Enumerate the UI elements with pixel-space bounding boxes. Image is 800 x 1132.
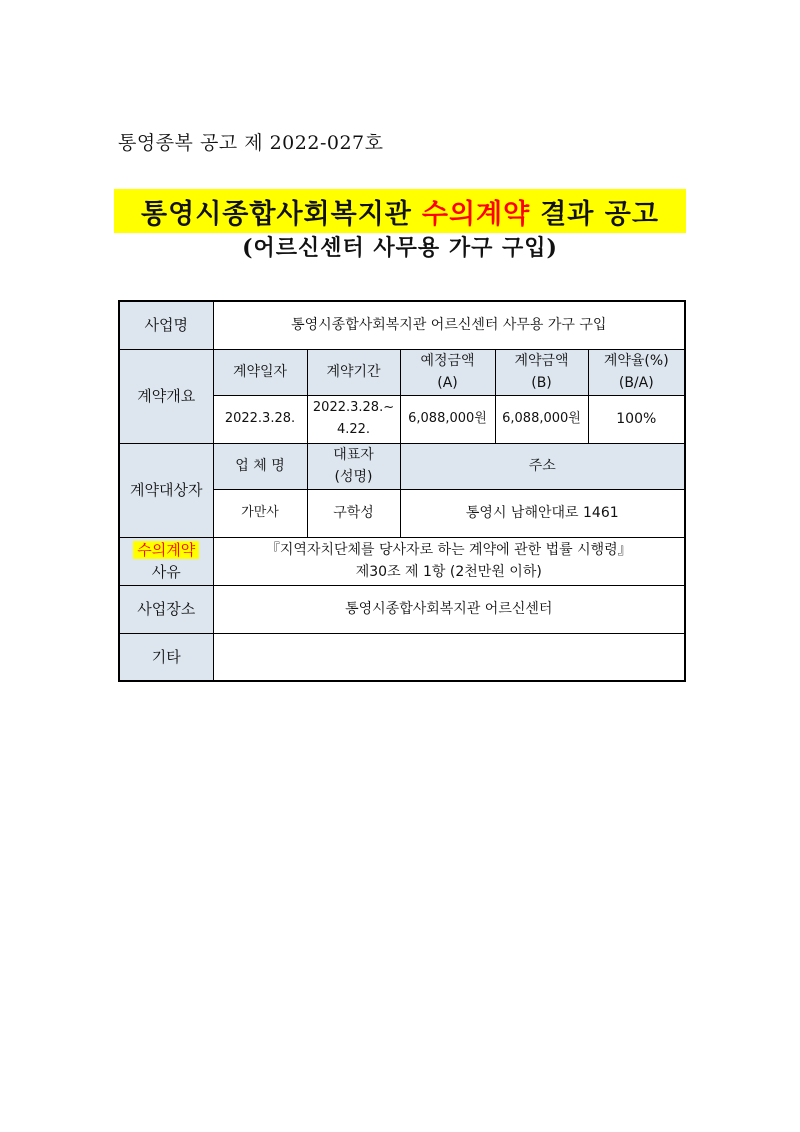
contract-rate-value: 100% [588,395,685,443]
row-overview-headers [119,349,685,395]
project-name-value: 통영시종합사회복지관 어르신센터 사무용 가구 구입 [213,301,685,349]
row-site [119,585,685,633]
document-subtitle: (어르신센터 사무용 가구 구입) [242,235,558,261]
etc-value [213,633,685,681]
row-etc [119,633,685,681]
title-part-1: 통영시종합사회복지관 [141,198,412,230]
contract-period-line1: 2022.3.28.~ [312,400,395,415]
contract-date-header: 계약일자 [213,349,307,395]
contract-date-value: 2022.3.28. [213,395,307,443]
etc-label: 기타 [119,633,213,681]
contract-amount-header [495,349,588,395]
representative-header [307,443,400,489]
reason-line-2: 제30조 제 1항 (2천만원 이하) [355,564,542,580]
reason-label [119,537,213,585]
contract-amount-value: 6,088,000원 [495,395,588,443]
contract-rate-header [588,349,685,395]
row-reason [119,537,685,585]
estimated-amount-value: 6,088,000원 [400,395,495,443]
contract-info-table [118,300,686,682]
estimated-amount-header-line1: 예정금액 [420,353,475,369]
contract-overview-label: 계약개요 [119,349,213,443]
title-highlight: 수의계약 [421,198,531,230]
row-project-name [119,301,685,349]
reason-label-rest: 사유 [151,563,181,581]
address-header: 주소 [400,443,685,489]
estimated-amount-header [400,349,495,395]
site-label: 사업장소 [119,585,213,633]
contract-period-value [307,395,400,443]
contract-amount-header-line2: (B) [531,375,552,391]
reason-label-highlight: 수의계약 [133,541,199,559]
representative-value: 구학성 [307,489,400,537]
representative-header-line2: (성명) [334,469,373,485]
contract-period-header: 계약기간 [307,349,400,395]
representative-header-line1: 대표자 [333,447,374,463]
title-part-2: 결과 공고 [540,198,659,230]
site-value: 통영시종합사회복지관 어르신센터 [213,585,685,633]
estimated-amount-header-line2: (A) [437,375,458,391]
contractor-label: 계약대상자 [119,443,213,537]
contract-rate-header-line2: (B/A) [618,375,654,391]
reason-line-1: 『지역자치단체를 당사자로 하는 계약에 관한 법률 시행령』 [265,542,632,558]
contract-period-line2: 4.22. [336,422,371,437]
project-name-label: 사업명 [119,301,213,349]
contract-rate-header-line1: 계약율(%) [603,353,669,369]
contract-amount-header-line1: 계약금액 [514,353,569,369]
document-title [114,189,686,233]
reason-value [213,537,685,585]
notice-number: 통영종복 공고 제 2022-027호 [118,132,384,154]
address-value: 통영시 남해안대로 1461 [400,489,685,537]
company-name-value: 가만사 [213,489,307,537]
row-contractor-headers [119,443,685,489]
company-name-header: 업 체 명 [213,443,307,489]
